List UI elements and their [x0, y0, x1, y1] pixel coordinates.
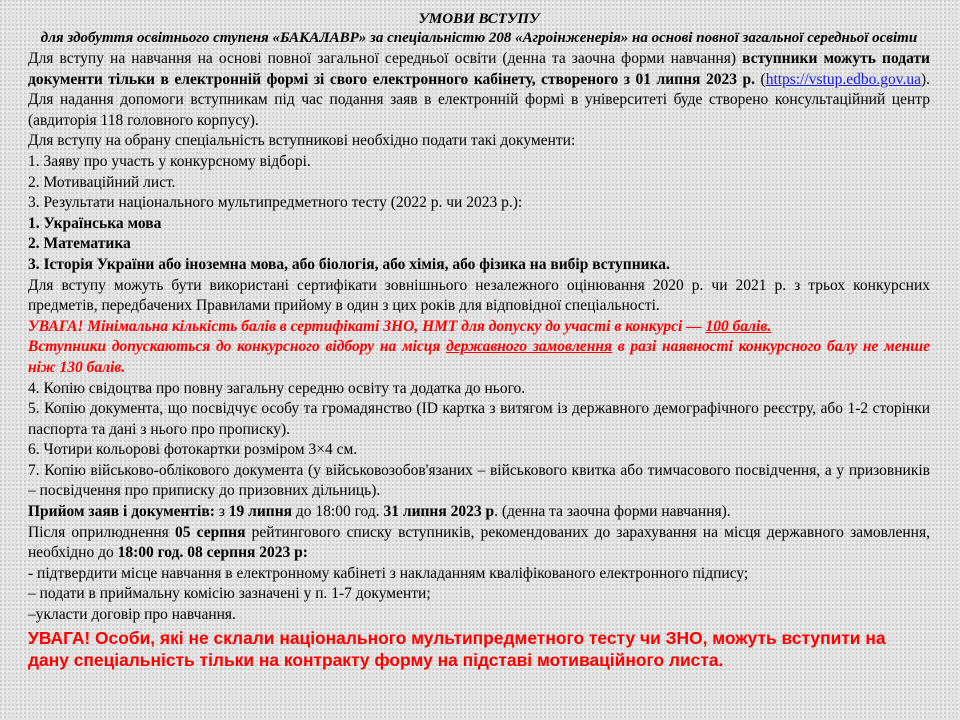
- doc-item-4: 4. Копію свідоцтва про повну загальну середню освіту та додатка до нього.: [28, 379, 526, 397]
- intro-paren: (: [754, 70, 766, 88]
- warning-min-score-value: 100 балів.: [705, 317, 772, 335]
- intake-end-date: 31 липня 2023 р: [383, 503, 495, 521]
- intro-emphasis: вступники можуть подати документи тільки в електронній формі зі свого електронного кабінету, створеного з 01 липня 2023 р.: [28, 50, 930, 88]
- subject-3: 3. Історія України або іноземна мова, або біологія, або хімія, або фізика на вибір вступника.: [28, 255, 670, 273]
- zno-note: Для вступу можуть бути використані сертифікати зовнішнього незалежного оцінювання 2020 р. чи 2021 р. з трьох конкурсних предметів, передбачених Правилами прийому в один з цих років для відповідної спеціальності.: [28, 276, 930, 315]
- intro-text: Для вступу на навчання на основі повної загальної середньої освіти (денна та заочна форми навчання): [28, 50, 743, 67]
- slide: [28, 10, 930, 671]
- subject-1: 1. Українська мова: [28, 214, 162, 232]
- doc-item-6: 6. Чотири кольорові фотокартки розміром 3×4 см.: [28, 441, 358, 459]
- doc-item-3: 3. Результати національного мультипредметного тесту (2022 р. чи 2023 р.):: [28, 194, 523, 212]
- after-ranking-rest: рейтингового списку вступників, рекомендованих до зарахування на місця державного замовлення, необхідно до: [28, 523, 930, 562]
- confirm-deadline: 18:00 год. 08 серпня 2023 р:: [117, 544, 308, 562]
- docs-intro: Для вступу на обрану спеціальність вступникові необхідно подати такі документи:: [28, 132, 576, 150]
- intake-from: з: [214, 503, 229, 521]
- intake-label: Прийом заяв і документів:: [28, 503, 215, 521]
- intake-until: до 18:00 год.: [292, 503, 384, 521]
- page-title: УМОВИ ВСТУПУ: [418, 11, 540, 27]
- ranking-date: 05 серпня: [174, 523, 246, 541]
- subject-2: 2. Математика: [28, 235, 131, 253]
- warning-min-score: [28, 317, 930, 338]
- vstup-link[interactable]: https://vstup.edbo.gov.ua: [765, 70, 921, 88]
- intake-forms: . (денна та заочна форми навчання).: [494, 503, 731, 521]
- final-warning: УВАГА! Особи, які не склали національного мультипредметного тесту чи ЗНО, можуть вступити на дану спеціальність тільки на контракту форму на підставі мотиваційного листа.: [28, 627, 886, 670]
- intro-paragraph: [28, 49, 930, 131]
- doc-item-2: 2. Мотиваційний лист.: [28, 173, 176, 191]
- intake-start-date: 19 липня: [228, 503, 293, 521]
- doc-item-7: 7. Копію військово-облікового документа (у військовозобов'язаних – військового квитка або тимчасового посвідчення, а у призовників – посвідчення про приписку до призовних дільниць).: [28, 461, 930, 500]
- doc-item-1: 1. Заяву про участь у конкурсному відборі.: [28, 152, 311, 170]
- action-1: - підтвердити місце навчання в електронному кабінеті з накладанням кваліфікованого електронного підпису;: [28, 564, 749, 582]
- intake-dates: [28, 502, 930, 523]
- after-ranking: [28, 523, 930, 564]
- intro-consult: ). Для надання допомоги вступникам під час подання заяв в електронній формі в університеті буде створено консультаційний центр (авдиторія 118 головного корпусу).: [28, 70, 931, 129]
- warning-state-order: [28, 337, 930, 378]
- action-3: –укласти договір про навчання.: [28, 606, 236, 624]
- page-subtitle: для здобуття освітнього ступеня «БАКАЛАВР» за спеціальністю 208 «Агроінженерія» на основі повної загальної середньої освіти: [40, 30, 918, 46]
- after-ranking-text: Після оприлюднення: [28, 523, 175, 541]
- warning-min-score-text: УВАГА! Мінімальна кількість балів в сертифікаті ЗНО, НМТ для допуску до участі в конкурсі —: [28, 317, 706, 335]
- warning-state-order-rest: в разі наявності конкурсного балу не менше ніж 130 балів.: [28, 338, 930, 376]
- warning-state-order-text: Вступники допускаються до конкурсного відбору на місця: [28, 338, 447, 356]
- state-order-underlined: державного замовлення: [446, 338, 612, 356]
- doc-item-5: 5. Копію документа, що посвідчує особу та громадянство (ID картка з витягом із державного демографічного реєстру, або 1-2 сторінки паспорта та дані з нього про прописку).: [28, 400, 930, 438]
- action-2: – подати в приймальну комісію зазначені у п. 1-7 документи;: [28, 585, 431, 603]
